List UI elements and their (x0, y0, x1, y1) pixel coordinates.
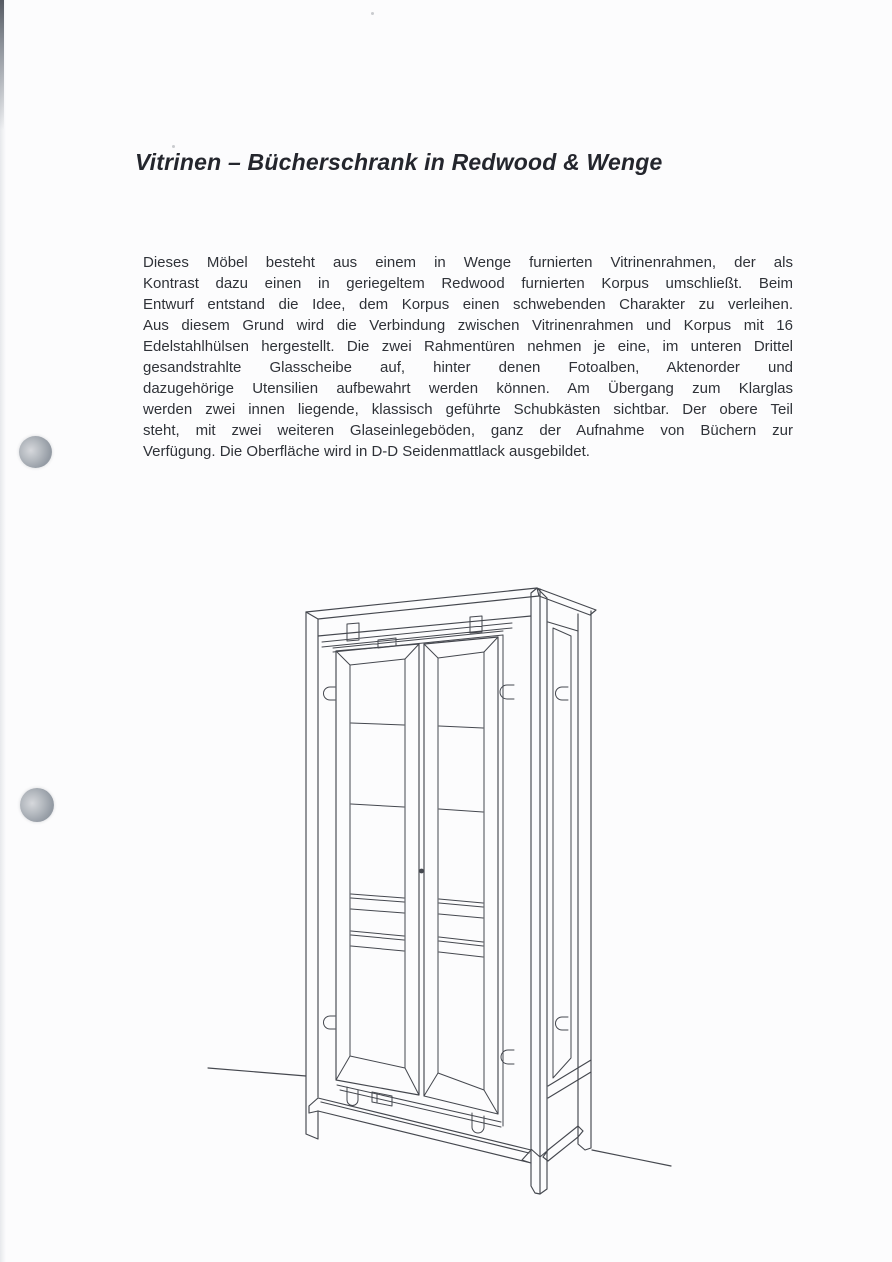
corpus-doors (336, 635, 503, 1127)
floor-line (208, 1068, 671, 1166)
scan-edge-shading (0, 0, 6, 1262)
body-line: steht, mit zwei weiteren Glaseinlegeböden, ganz der Aufnahme von Büchern zur (143, 422, 793, 439)
door-knob (419, 869, 424, 874)
body-line: Aus diesem Grund wird die Verbindung zwischen Vitrinenrahmen und Korpus mit 16 (143, 317, 793, 334)
body-line: gesandstrahlte Glasscheibe auf, hinter denen Fotoalben, Aktenorder und (143, 359, 793, 376)
body-line: Kontrast dazu einen in geriegeltem Redwood furnierten Korpus umschließt. Beim (143, 275, 793, 292)
body-line: Edelstahlhülsen hergestellt. Die zwei Rahmentüren nehmen je eine, im unteren Drittel (143, 338, 793, 355)
scan-speck (172, 145, 175, 148)
body-line: dazugehörige Utensilien aufbewahrt werden können. Am Übergang zum Klarglas (143, 380, 793, 397)
hole-punch (20, 788, 54, 822)
shelves-and-drawers (351, 723, 483, 957)
body-line: werden zwei innen liegende, klassisch geführte Schubkästen sichtbar. Der obere Teil (143, 401, 793, 418)
scan-speck (371, 12, 374, 15)
hole-punch (19, 436, 52, 468)
body-line: Verfügung. Die Oberfläche wird in D-D Seidenmattlack ausgebildet. (143, 443, 590, 460)
page-title: Vitrinen – Bücherschrank in Redwood & Wenge (135, 149, 663, 175)
body-line: Dieses Möbel besteht aus einem in Wenge furnierten Vitrinenrahmen, der als (143, 254, 793, 271)
scan-edge-shadow (0, 0, 4, 130)
body-paragraph (143, 252, 793, 462)
body-line: Entwurf entstand die Idee, dem Korpus einen schwebenden Charakter zu verleihen. (143, 296, 793, 313)
cabinet-line-drawing (195, 578, 695, 1220)
